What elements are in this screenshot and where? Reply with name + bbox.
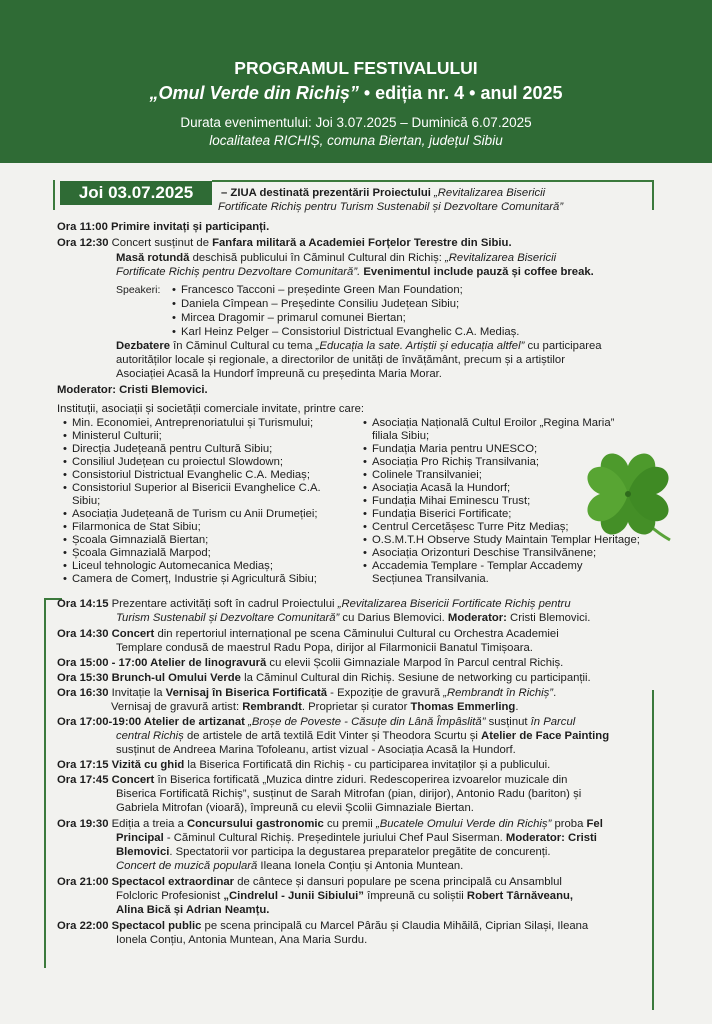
day-intro: – ZIUA destinată prezentării Proiectului „Revitalizarea Bisericii bbox=[221, 187, 546, 199]
institution-item-continued: Secțiunea Transilvania. bbox=[372, 573, 489, 585]
speaker-item: • Francesco Tacconi – președinte Green Man Foundation; bbox=[181, 284, 463, 297]
schedule-1415: Ora 14:15 Prezentare activități soft în cadrul Proiectului „Revitalizarea Bisericii Fortificate Richiș pentru bbox=[57, 598, 571, 610]
institution-item: • Fundația Mihai Eminescu Trust; bbox=[372, 495, 530, 508]
schedule-2100-continued: Folcloric Profesionist „Cindrelul - Junii Sibiului” împreună cu soliștii Robert Târnăveanu, bbox=[116, 890, 574, 902]
schedule-2100: Ora 21:00 Spectacol extraordinar de cântece și dansuri populare pe scena principală cu Ansamblul bbox=[57, 876, 562, 888]
debate: Dezbatere în Căminul Cultural cu tema „Educația la sate. Artiștii și educația altfel” cu participarea bbox=[116, 340, 602, 352]
institution-item: • Asociația Pro Richiș Transilvania; bbox=[372, 456, 539, 469]
institution-item-continued: Sibiu; bbox=[72, 495, 101, 507]
speaker-item: • Mircea Dragomir – primarul comunei Biertan; bbox=[181, 312, 406, 325]
speaker-item: • Karl Heinz Pelger – Consistoriul Districtual Evanghelic C.A. Mediaș. bbox=[181, 326, 519, 339]
institution-item: • Asociația Județeană de Turism cu Anii Drumeției; bbox=[72, 508, 318, 521]
round-table-continued: Fortificate Richiș pentru Dezvoltare Comunitară”. Evenimentul include pauză și coffee break. bbox=[116, 266, 594, 278]
schedule-1930-continued-3: Concert de muzică populară Ileana Ionela Conțiu și Antonia Muntean. bbox=[116, 860, 464, 872]
schedule-1700-continued-2: susținut de Andreea Marina Tofoleanu, artist vizual - Asociația Acasă la Hundorf. bbox=[116, 744, 516, 756]
schedule-1630: Ora 16:30 Invitație la Vernisaj în Biserica Fortificată - Expoziție de gravură „Rembrandt în Richiș”. bbox=[57, 687, 557, 699]
institution-item: • Centrul Cercetășesc Turre Pitz Mediaș; bbox=[372, 521, 569, 534]
institution-item: • Școala Gimnazială Biertan; bbox=[72, 534, 208, 547]
institution-item: • Ministerul Culturii; bbox=[72, 430, 162, 443]
debate-continued: autorităților locale și regionale, a directorilor de unități de învățământ, precum și a artiștilor bbox=[116, 354, 565, 366]
institutions-intro: Instituții, asociații și societății comerciale invitate, printre care: bbox=[57, 403, 365, 415]
institution-item: • Filarmonica de Stat Sibiu; bbox=[72, 521, 201, 534]
frame-line-right bbox=[652, 180, 654, 210]
day-date-badge: Joi 03.07.2025 bbox=[60, 181, 212, 205]
schedule-1745: Ora 17:45 Concert în Biserica fortificată „Muzica dintre ziduri. Redescoperirea izvoarelor muzicale din bbox=[57, 774, 568, 786]
institution-item: • Consistoriul Superior al Bisericii Evanghelice C.A. bbox=[72, 482, 321, 495]
schedule-1715: Ora 17:15 Vizită cu ghid la Biserica Fortificată din Richiș - cu participarea invitaților și a publicului. bbox=[57, 759, 551, 771]
speaker-item: • Daniela Cîmpean – Președinte Consiliu Județean Sibiu; bbox=[181, 298, 459, 311]
institution-item-continued: filiala Sibiu; bbox=[372, 430, 430, 442]
four-leaf-clover-icon bbox=[582, 444, 674, 546]
schedule-1500: Ora 15:00 - 17:00 Atelier de linogravură cu elevii Școlii Gimnaziale Marpod în Parcul central Richiș. bbox=[57, 657, 564, 669]
schedule-1230: Ora 12:30 Concert susținut de Fanfara militară a Academiei Forțelor Terestre din Sibiu. bbox=[57, 237, 512, 249]
schedule-1415-continued: Turism Sustenabil și Dezvoltare Comunitară” cu Darius Blemovici. Moderator: Cristi Blemovici. bbox=[116, 612, 591, 624]
institution-item: • Asociația Acasă la Hundorf; bbox=[372, 482, 510, 495]
institution-item: • Min. Economiei, Antreprenoriatului și Turismului; bbox=[72, 417, 313, 430]
institution-item: • Direcția Județeană pentru Cultură Sibiu; bbox=[72, 443, 272, 456]
schedule-2100-continued-2: Alina Bică și Adrian Neamțu. bbox=[116, 904, 270, 916]
schedule-1100: Ora 11:00 Primire invitați și participanți. bbox=[57, 221, 270, 233]
frame-line-top bbox=[212, 180, 652, 182]
speakers-label: Speakeri: bbox=[116, 284, 161, 296]
event-duration: Durata evenimentului: Joi 3.07.2025 – Duminică 6.07.2025 bbox=[180, 115, 532, 130]
edition-year: • ediția nr. 4 • anul 2025 bbox=[358, 83, 563, 103]
frame-line-left bbox=[53, 180, 55, 210]
frame-line-right-lower bbox=[652, 690, 654, 1010]
schedule-1700: Ora 17:00-19:00 Atelier de artizanat „Broșe de Poveste - Căsuțe din Lână Împâslită” susținut în Parcul bbox=[57, 716, 576, 728]
schedule-1930-continued: Principal - Căminul Cultural Richiș. Președintele juriului Chef Paul Siserman. Moderator: Cristi bbox=[116, 832, 597, 844]
header-banner bbox=[0, 0, 712, 163]
schedule-1745-continued: Biserica Fortificată Richiș”, susținut de Sarah Mitrofan (pian, dirijor), Antonio Radu (bariton) și bbox=[116, 788, 582, 800]
schedule-1745-continued-2: Gabriela Mitrofan (vioară), împreună cu elevii Școlii Gimnaziale Biertan. bbox=[116, 802, 474, 814]
institution-item: • Consiliul Județean cu proiectul Slowdown; bbox=[72, 456, 283, 469]
institution-item: • O.S.M.T.H Observe Study Maintain Templar Heritage; bbox=[372, 534, 640, 547]
schedule-2200-continued: Ionela Conțiu, Antonia Muntean, Ana Maria Surdu. bbox=[116, 934, 368, 946]
institution-item: • Asociația Națională Cultul Eroilor „Regina Maria” bbox=[372, 417, 614, 430]
day-intro-continued: Fortificate Richiș pentru Turism Sustenabil și Dezvoltare Comunitară” bbox=[218, 201, 564, 213]
schedule-1630-continued: Vernisaj de gravură artist: Rembrandt. Proprietar și curator Thomas Emmerling. bbox=[111, 701, 519, 713]
institution-item: • Consistoriul Districtual Evanghelic C.A. Mediaș; bbox=[72, 469, 310, 482]
schedule-1700-continued: central Richiș de artistele de artă textilă Edit Vinter și Theodora Scurtu și Atelier de Face Painting bbox=[116, 730, 610, 742]
schedule-1530: Ora 15:30 Brunch-ul Omului Verde la Căminul Cultural din Richiș. Sesiune de networking cu participanții. bbox=[57, 672, 591, 684]
institution-item: • Fundația Maria pentru UNESCO; bbox=[372, 443, 537, 456]
debate-continued-2: Asociației Acasă la Hundorf împreună cu președinta Maria Morar. bbox=[116, 368, 442, 380]
moderator: Moderator: Cristi Blemovici. bbox=[57, 384, 208, 396]
institution-item: • Accademia Templare - Templar Accademy bbox=[372, 560, 583, 573]
institution-item: • Liceul tehnologic Automecanica Mediaș; bbox=[72, 560, 273, 573]
frame-line-left-lower bbox=[44, 598, 46, 968]
institution-item: • Colinele Transilvaniei; bbox=[372, 469, 482, 482]
schedule-1930-continued-2: Blemovici. Spectatorii vor participa la degustarea preparatelor pregătite de concurenți. bbox=[116, 846, 551, 858]
schedule-1430: Ora 14:30 Concert din repertoriul internațional pe scena Căminului Cultural cu Orchestra Academiei bbox=[57, 628, 559, 640]
round-table: Masă rotundă deschisă publicului în Căminul Cultural din Richiș: „Revitalizarea Bisericii bbox=[116, 252, 557, 264]
schedule-1430-continued: Templare condusă de maestrul Radu Popa, dirijor al Filarmonicii Banatul Timișoara. bbox=[116, 642, 533, 654]
page-subtitle bbox=[0, 83, 712, 104]
institution-item: • Școala Gimnazială Marpod; bbox=[72, 547, 211, 560]
institution-item: • Fundația Biserici Fortificate; bbox=[372, 508, 511, 521]
institution-item: • Asociația Orizonturi Deschise Transilvănene; bbox=[372, 547, 596, 560]
event-location: localitatea RICHIȘ, comuna Biertan, județul Sibiu bbox=[209, 133, 503, 148]
schedule-1930: Ora 19:30 Ediția a treia a Concursului gastronomic cu premii „Bucatele Omului Verde din Richiș” proba Fel bbox=[57, 818, 603, 830]
festival-name: „Omul Verde din Richiș” bbox=[149, 83, 359, 103]
institution-item: • Camera de Comerț, Industrie și Agricultură Sibiu; bbox=[72, 573, 317, 586]
page-title: PROGRAMUL FESTIVALULUI bbox=[234, 58, 478, 78]
schedule-2200: Ora 22:00 Spectacol public pe scena principală cu Marcel Pârău și Claudia Mihăilă, Ciprian Silași, Ileana bbox=[57, 920, 589, 932]
